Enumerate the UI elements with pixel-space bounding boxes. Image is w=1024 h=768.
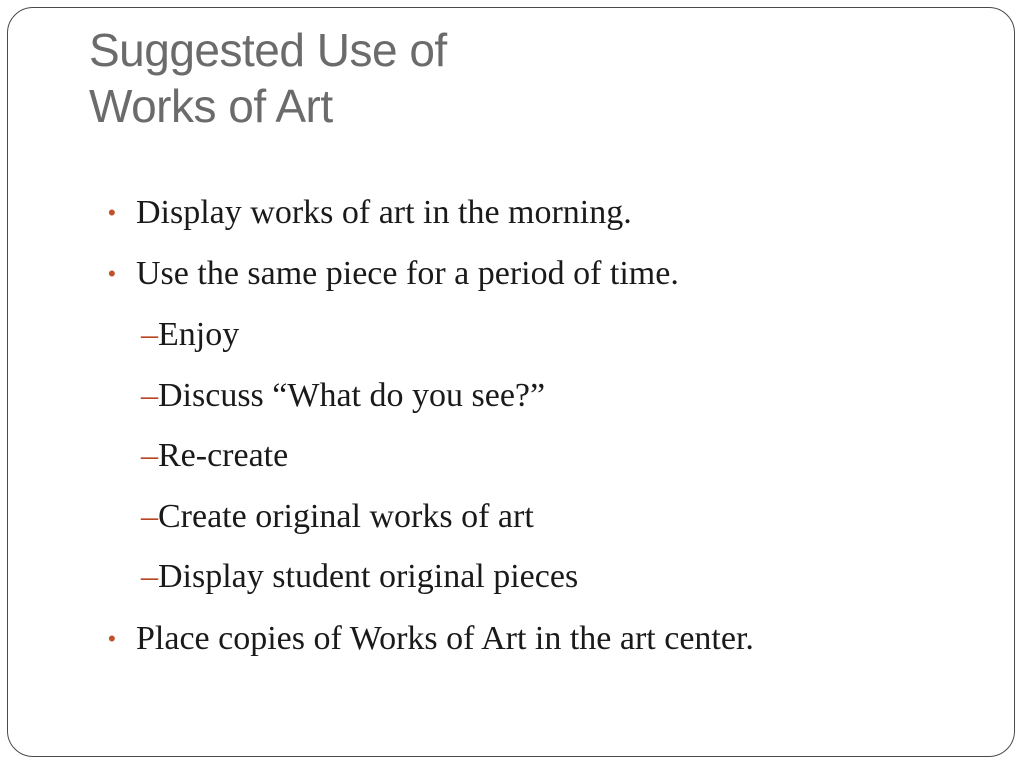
title-line-1: Suggested Use of	[89, 24, 447, 76]
bullet-marker: •	[108, 626, 116, 651]
sub-item-text: Enjoy	[158, 316, 240, 353]
title-line-2: Works of Art	[89, 80, 333, 132]
bullet-item-2: Use the same piece for a period of time.	[136, 255, 679, 292]
sub-item-2	[141, 376, 545, 416]
dash-marker: –	[141, 377, 158, 414]
sub-item-text: Create original works of art	[158, 498, 534, 535]
sub-item-4	[141, 497, 534, 537]
dash-marker: –	[141, 558, 158, 595]
sub-item-3	[141, 436, 288, 476]
dash-marker: –	[141, 498, 158, 535]
bullet-marker: •	[108, 200, 116, 225]
sub-item-1	[141, 315, 239, 355]
bullet-marker: •	[108, 261, 116, 286]
sub-item-text: Re-create	[158, 437, 289, 474]
sub-item-text: Display student original pieces	[158, 558, 579, 595]
sub-item-text: Discuss “What do you see?”	[158, 377, 546, 414]
sub-item-5	[141, 557, 578, 597]
dash-marker: –	[141, 316, 158, 353]
bullet-item-3: Place copies of Works of Art in the art center.	[136, 620, 754, 657]
dash-marker: –	[141, 437, 158, 474]
bullet-item-1: Display works of art in the morning.	[136, 194, 632, 231]
